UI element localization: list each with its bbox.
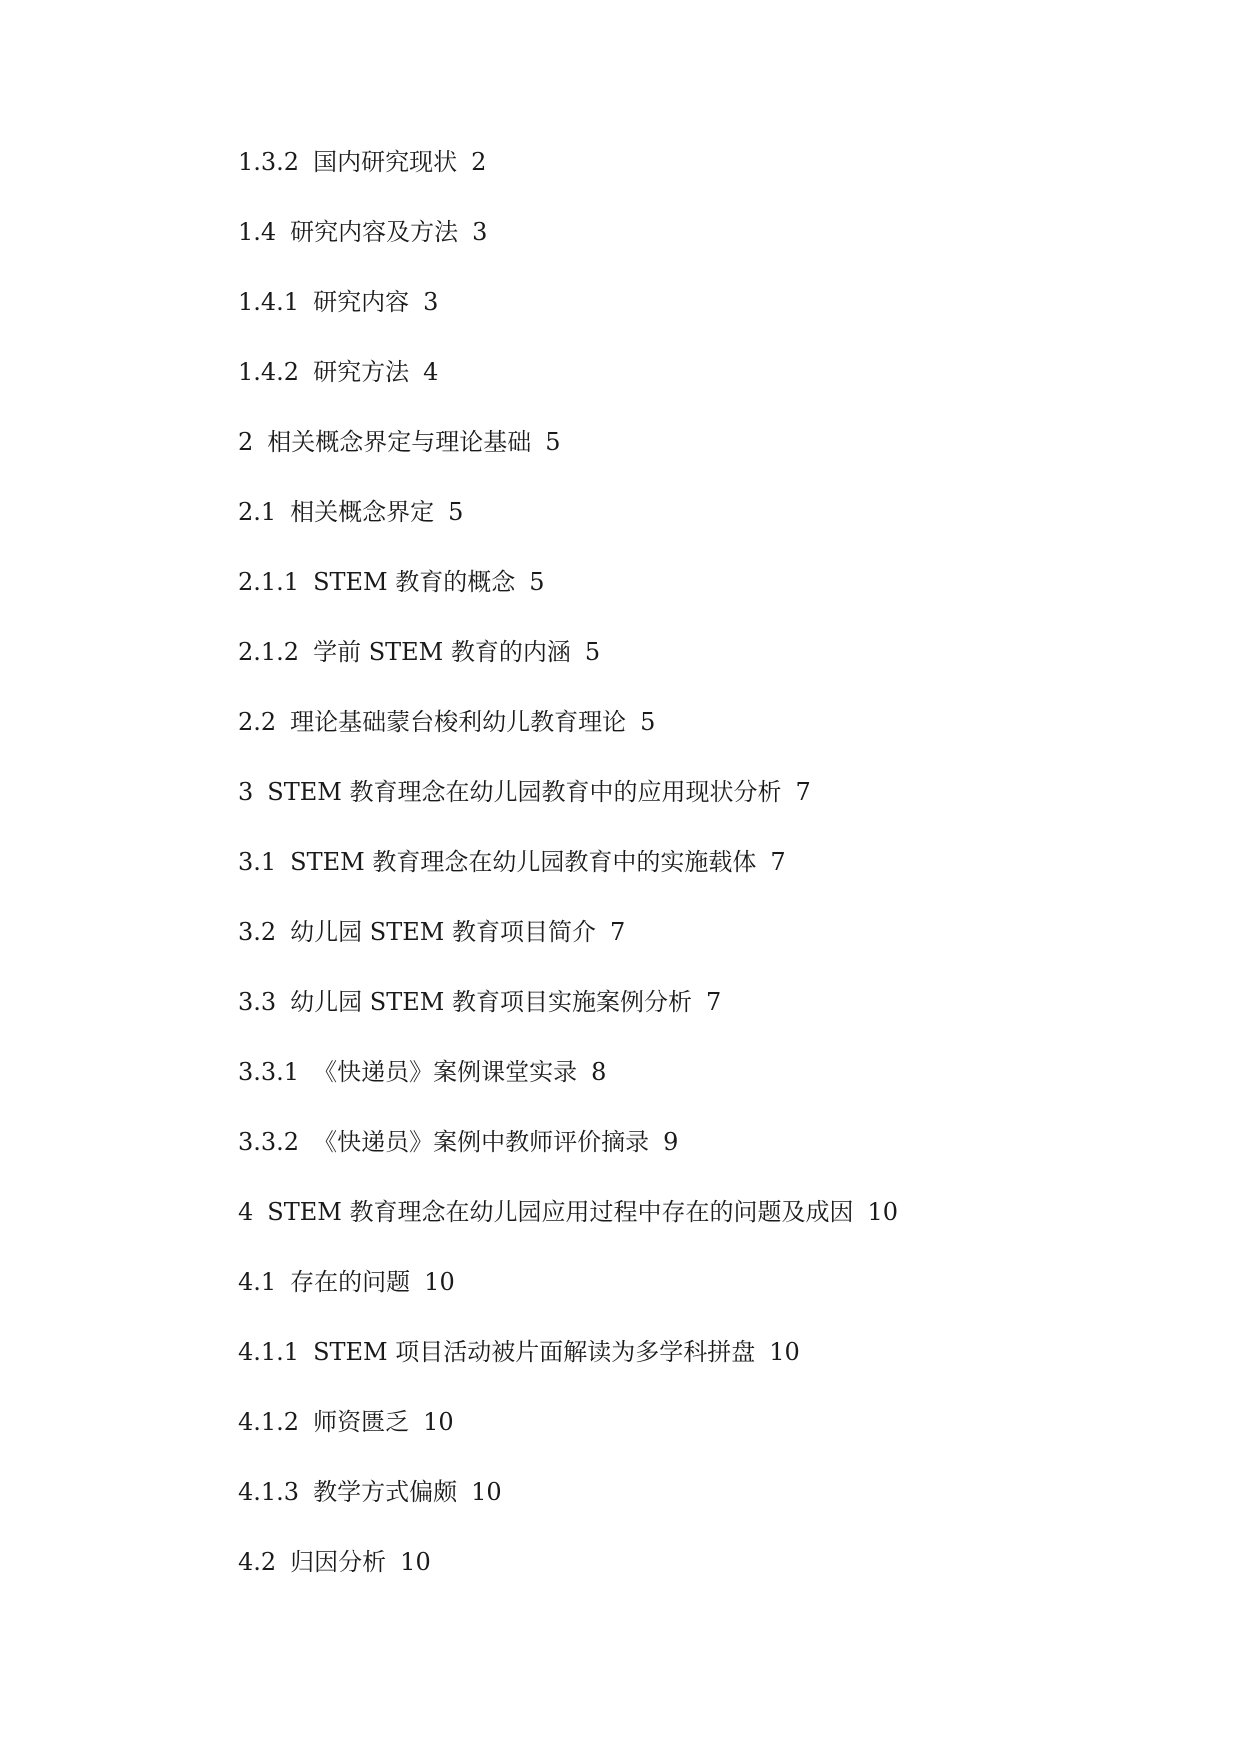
toc-entry-page: 9 xyxy=(663,1128,679,1156)
toc-entry-page: 5 xyxy=(448,498,464,526)
toc-entry-number: 1.4.1 xyxy=(238,288,300,316)
toc-entry-number: 4 xyxy=(238,1198,254,1226)
toc-entry-number: 1.4.2 xyxy=(238,358,300,386)
toc-entry-title: 教学方式偏颇 xyxy=(313,1478,458,1506)
toc-entry-title: 幼儿园 STEM 教育项目实施案例分析 xyxy=(290,988,692,1016)
toc-entry-page: 10 xyxy=(867,1198,898,1226)
toc-entry-title: STEM 项目活动被片面解读为多学科拼盘 xyxy=(313,1338,756,1366)
toc-entry-number: 3.3.2 xyxy=(238,1128,300,1156)
toc-entry-title: 国内研究现状 xyxy=(313,148,458,176)
toc-entry-page: 7 xyxy=(770,848,786,876)
toc-entry-title: STEM 教育的概念 xyxy=(313,568,516,596)
toc-entry[interactable] xyxy=(238,495,1138,565)
toc-entry[interactable] xyxy=(238,1265,1138,1335)
toc-entry-number: 4.1 xyxy=(238,1268,277,1296)
toc-entry-number: 3.3.1 xyxy=(238,1058,300,1086)
toc-entry[interactable] xyxy=(238,985,1138,1055)
toc-entry-title: 《快递员》案例课堂实录 xyxy=(313,1058,578,1086)
toc-entry[interactable] xyxy=(238,1055,1138,1125)
toc-entry-number: 4.2 xyxy=(238,1548,277,1576)
toc-entry-page: 10 xyxy=(424,1268,455,1296)
toc-entry-title: 研究内容 xyxy=(313,288,410,316)
toc-entry[interactable] xyxy=(238,215,1138,285)
toc-entry-page: 4 xyxy=(423,358,439,386)
toc-entry-title: 学前 STEM 教育的内涵 xyxy=(313,638,571,666)
toc-entry[interactable] xyxy=(238,355,1138,425)
toc-entry-number: 4.1.2 xyxy=(238,1408,300,1436)
toc-entry-number: 2.1.2 xyxy=(238,638,300,666)
table-of-contents xyxy=(238,145,1138,1615)
toc-entry-page: 10 xyxy=(471,1478,502,1506)
toc-entry-number: 2.2 xyxy=(238,708,277,736)
toc-entry-number: 4.1.3 xyxy=(238,1478,300,1506)
toc-entry-title: 归因分析 xyxy=(290,1548,387,1576)
toc-entry-number: 3.2 xyxy=(238,918,277,946)
toc-entry-page: 7 xyxy=(795,778,811,806)
toc-entry[interactable] xyxy=(238,565,1138,635)
toc-entry-page: 5 xyxy=(584,638,601,666)
toc-entry[interactable] xyxy=(238,705,1138,775)
toc-entry[interactable] xyxy=(238,1545,1138,1615)
toc-entry-page: 5 xyxy=(529,568,545,596)
toc-entry-number: 3 xyxy=(238,778,254,806)
toc-entry[interactable] xyxy=(238,145,1138,215)
toc-entry[interactable] xyxy=(238,1125,1138,1195)
toc-entry-title: STEM 教育理念在幼儿园应用过程中存在的问题及成因 xyxy=(267,1198,854,1226)
toc-entry-page: 3 xyxy=(472,218,488,246)
toc-entry[interactable] xyxy=(238,775,1138,845)
toc-entry-page: 5 xyxy=(545,428,561,456)
toc-entry[interactable] xyxy=(238,845,1138,915)
toc-entry-number: 3.3 xyxy=(238,988,277,1016)
toc-entry-number: 2 xyxy=(238,428,254,456)
toc-entry-page: 2 xyxy=(471,148,487,176)
toc-entry-page: 3 xyxy=(423,288,439,316)
toc-entry[interactable] xyxy=(238,915,1138,985)
toc-entry-page: 10 xyxy=(423,1408,454,1436)
toc-entry-number: 2.1 xyxy=(238,498,277,526)
toc-entry-title: 相关概念界定与理论基础 xyxy=(267,428,532,456)
toc-entry[interactable] xyxy=(238,1405,1138,1475)
toc-entry-title: STEM 教育理念在幼儿园教育中的实施载体 xyxy=(290,848,757,876)
toc-entry[interactable] xyxy=(238,1195,1138,1265)
toc-entry-title: STEM 教育理念在幼儿园教育中的应用现状分析 xyxy=(267,778,782,806)
toc-entry-title: 《快递员》案例中教师评价摘录 xyxy=(313,1128,650,1156)
toc-entry-title: 存在的问题 xyxy=(290,1268,411,1296)
toc-entry-page: 8 xyxy=(591,1058,607,1086)
toc-entry-title: 研究方法 xyxy=(313,358,410,386)
toc-entry-title: 幼儿园 STEM 教育项目简介 xyxy=(290,918,596,946)
toc-entry-title: 理论基础蒙台梭利幼儿教育理论 xyxy=(290,708,627,736)
toc-entry-title: 相关概念界定 xyxy=(290,498,435,526)
toc-entry-page: 10 xyxy=(769,1338,800,1366)
toc-entry[interactable] xyxy=(238,425,1138,495)
toc-entry-number: 3.1 xyxy=(238,848,277,876)
toc-entry-number: 1.4 xyxy=(238,218,277,246)
toc-entry-title: 师资匮乏 xyxy=(313,1408,410,1436)
toc-entry[interactable] xyxy=(238,1475,1138,1545)
toc-entry[interactable] xyxy=(238,285,1138,355)
toc-entry[interactable] xyxy=(238,1335,1138,1405)
toc-entry[interactable] xyxy=(238,635,1138,705)
toc-entry-page: 10 xyxy=(400,1548,431,1576)
toc-entry-number: 2.1.1 xyxy=(238,568,300,596)
toc-entry-page: 7 xyxy=(609,918,626,946)
toc-entry-page: 5 xyxy=(640,708,656,736)
toc-entry-number: 1.3.2 xyxy=(238,148,300,176)
toc-entry-page: 7 xyxy=(705,988,722,1016)
toc-entry-title: 研究内容及方法 xyxy=(290,218,459,246)
toc-entry-number: 4.1.1 xyxy=(238,1338,300,1366)
